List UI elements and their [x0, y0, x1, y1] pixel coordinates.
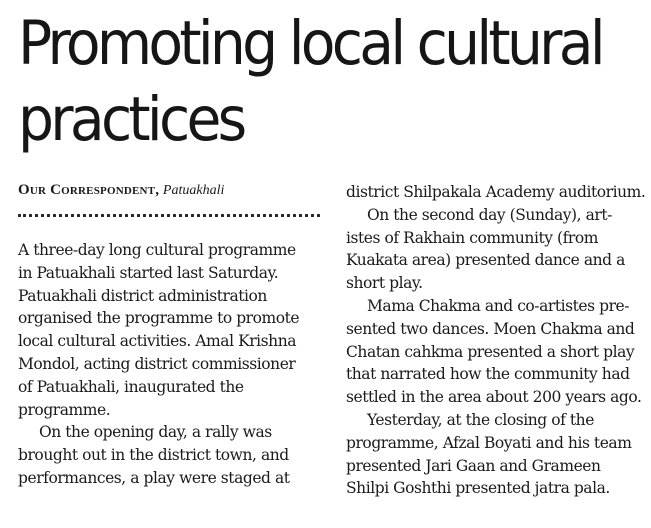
body-text-line: Kuakata area) presented dance and a	[346, 251, 625, 270]
body-text-line: Mama Chakma and co-artistes pre-	[367, 296, 630, 315]
article-column-right	[346, 181, 651, 500]
body-text-line: On the opening day, a rally was	[39, 423, 272, 442]
body-text-line: presented Jari Gaan and Grameen	[346, 456, 601, 475]
body-text-line: in Patuakhali started last Saturday.	[18, 263, 279, 282]
body-text-line: that narrated how the community had	[346, 365, 630, 384]
body-text-line: Mondol, acting district commissioner	[18, 354, 296, 373]
body-text-line: Yesterday, at the closing of the	[367, 410, 594, 429]
body-text-line: local cultural activities. Amal Krishna	[18, 332, 297, 351]
headline	[18, 6, 604, 158]
body-text-line: performances, a play were staged at	[18, 468, 290, 487]
body-text-line: short play.	[346, 274, 423, 293]
body-text-line: On the second day (Sunday), art-	[367, 205, 612, 224]
body-text-line: brought out in the district town, and	[18, 446, 289, 465]
body-text-line: of Patuakhali, inaugurated the	[18, 377, 244, 396]
body-text-line: istes of Rakhain community (from	[346, 228, 599, 247]
dotted-divider	[18, 214, 320, 217]
body-text-line: A three-day long cultural programme	[18, 241, 296, 259]
body-text-line: district Shilpakala Academy auditorium.	[346, 183, 646, 201]
article-column-left	[18, 239, 328, 490]
headline-line-1: Promoting local cultural	[18, 8, 602, 79]
byline	[18, 180, 224, 201]
body-text-line: programme, Afzal Boyati and his team	[346, 433, 632, 452]
byline-place: Patuakhali	[162, 183, 225, 198]
body-text-line: Shilpi Goshthi presented jatra pala.	[346, 479, 610, 498]
body-text-line: organised the programme to promote	[18, 309, 300, 328]
headline-line-2: practices	[18, 84, 244, 155]
byline-author: Our Correspondent,	[18, 182, 160, 198]
body-text-line: Patuakhali district administration	[18, 286, 267, 305]
body-text-line: sented two dances. Moen Chakma and	[346, 319, 635, 338]
body-text-line: settled in the area about 200 years ago.	[346, 388, 642, 407]
body-text-line: programme.	[18, 400, 111, 419]
body-text-line: Chatan cahkma presented a short play	[346, 342, 635, 361]
